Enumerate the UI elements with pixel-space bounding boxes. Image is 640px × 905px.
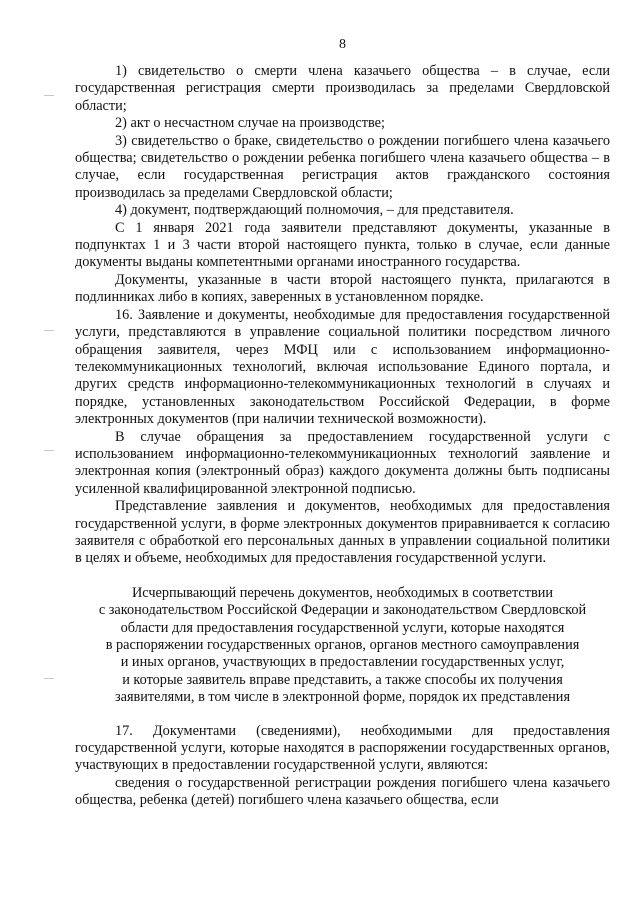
paragraph-clause-16: 16. Заявление и документы, необходимые для предоставления государственной услуги, представляются в управление социальной политики посредством личного обращения заявителя, через МФЦ или с использованием информационно-телекоммуникационных технологий, включая использование Единого портала, и других средств информационно-телекоммуникационных технологий в случаях и порядке, установленных законодательством Российской Федерации, в форме электронных документов (при наличии технической возможности).	[75, 306, 610, 428]
paragraph-item-3: 3) свидетельство о браке, свидетельство о рождении погибшего члена казачьего общества; свидетельство о рождении ребенка погибшего члена казачьего общества – в случае, если государственная регистрация актов гражданского состояния производилась за пределами Свердловской области;	[75, 132, 610, 201]
section-heading-line: области для предоставления государственной услуги, которые находятся	[120, 619, 565, 636]
section-heading-line: в распоряжении государственных органов, органов местного самоуправления	[105, 637, 580, 653]
paragraph-clause-17: 17. Документами (сведениями), необходимыми для предоставления государственной услуги, которые находятся в распоряжении государственных органов, участвующих в предоставлении государственной услуги, являются:	[75, 722, 610, 774]
paragraph-item-1: 1) свидетельство о смерти члена казачьего общества – в случае, если государственная регистрация смерти производилась за пределами Свердловской области;	[75, 63, 610, 114]
section-heading-line: заявителями, в том числе в электронной форме, порядок их представления	[114, 689, 571, 706]
paragraph-personal-data-consent: Представление заявления и документов, необходимых для предоставления государственной услуги, в форме электронных документов приравнивается к согласию заявителя с обработкой его персональных данных в управлении социальной политики в целях и объеме, необходимых для предоставления государственной услуги.	[75, 498, 610, 567]
section-heading	[75, 585, 610, 707]
scan-mark	[44, 450, 54, 451]
section-heading-line: и которые заявитель вправе представить, а также способы их получения	[122, 671, 563, 688]
page-number: 8	[339, 37, 346, 52]
paragraph-originals-or-copies: Документы, указанные в части второй настоящего пункта, прилагаются в подлинниках либо в копиях, заверенных в установленном порядке.	[75, 271, 610, 306]
section-heading-line: Исчерпывающий перечень документов, необходимых в соответствии	[131, 584, 554, 601]
paragraph-electronic-signature: В случае обращения за предоставлением государственной услуги с использованием информационно-телекоммуникационных технологий заявление и электронная копия (электронный образ) каждого документа должны быть подписаны усиленной квалифицированной электронной подписью.	[75, 428, 610, 497]
paragraph-item-4: 4) документ, подтверждающий полномочия, – для представителя.	[115, 202, 514, 219]
scan-mark	[44, 330, 54, 331]
scan-mark	[44, 678, 54, 679]
paragraph-item-2: 2) акт о несчастном случае на производстве;	[115, 115, 385, 132]
paragraph-birth-registration: сведения о государственной регистрации рождения погибшего члена казачьего общества, ребенка (детей) погибшего члена казачьего общества, если	[75, 774, 610, 809]
scan-mark	[44, 95, 54, 96]
paragraph-since-2021: С 1 января 2021 года заявители представляют документы, указанные в подпунктах 1 и 3 части второй настоящего пункта, только в случае, если данные документы выданы компетентными органами иностранного государства.	[75, 219, 610, 271]
section-heading-line: с законодательством Российской Федерации и законодательством Свердловской	[98, 602, 587, 619]
section-heading-line: и иных органов, участвующих в предоставлении государственных услуг,	[120, 654, 565, 671]
